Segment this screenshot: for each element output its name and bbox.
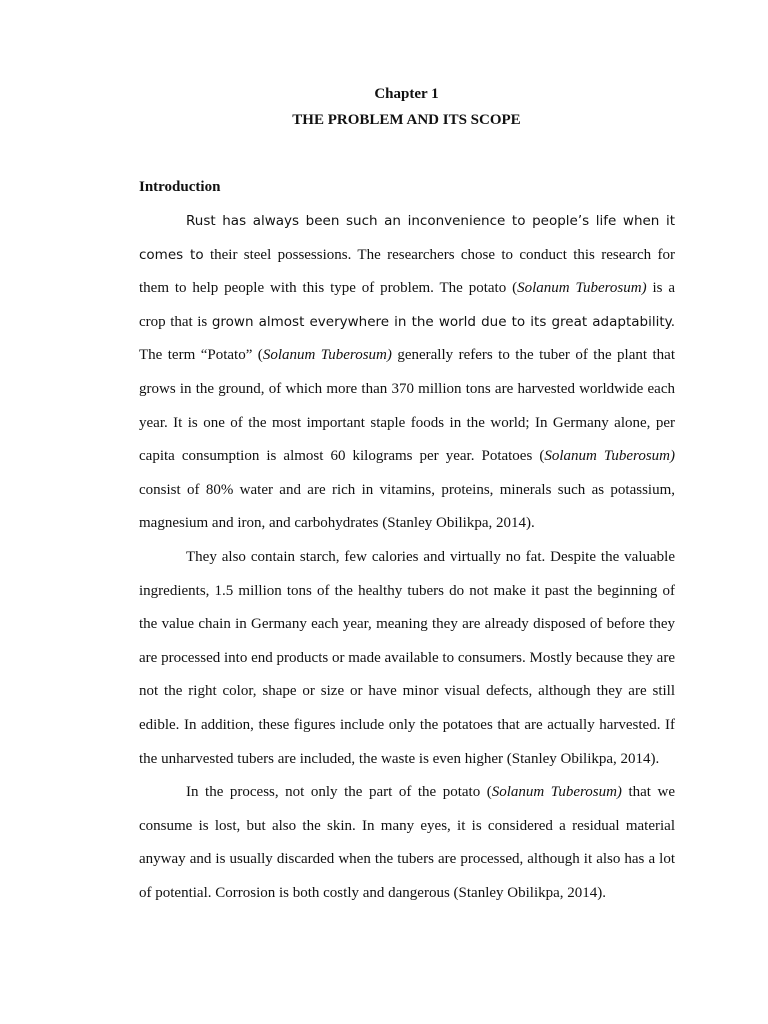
species-name: Solanum Tuberosum) — [491, 784, 622, 801]
species-name: Solanum Tuberosum) — [262, 347, 392, 364]
chapter-title: THE PROBLEM AND ITS SCOPE — [292, 112, 521, 128]
chapter-label: Chapter 1 — [374, 86, 439, 102]
species-name: Solanum Tuberosum) — [517, 280, 647, 297]
paragraph-1 — [139, 205, 675, 541]
text-segment: their steel possessions. The researchers chose to conduct this research for them to help people with this type of problem. The potato ( — [139, 246, 675, 297]
text-segment: is a crop that is — [139, 280, 675, 330]
text-segment: The term “Potato” ( — [139, 347, 263, 364]
text-segment: In the process, not only the part of the potato ( — [186, 784, 492, 801]
text-segment: consist of 80% water and are rich in vitamins, proteins, minerals such as potassium, magnesium and iron, and carbohydrates (Stanley Obilikpa, 2014). — [139, 481, 675, 532]
text-segment: Rust has always been such an inconvenience to people’s life when it comes to — [139, 213, 675, 263]
section-heading: Introduction — [139, 179, 221, 195]
text-segment: generally refers to the tuber of the plant that grows in the ground, of which more than 370 million tons are harvested worldwide each year. It is one of the most important staple foods in the world; In Germany alone, per capita consumption is almost 60 kilograms per year. Potatoes ( — [139, 347, 675, 465]
text-segment: grown almost everywhere in the world due to its great adaptability. — [211, 313, 675, 330]
paragraph-2 — [139, 541, 675, 776]
species-name: Solanum Tuberosum) — [544, 448, 675, 465]
paragraph-3 — [139, 776, 675, 910]
text-segment: that we consume is lost, but also the skin. In many eyes, it is considered a residual material anyway and is usually discarded when the tubers are processed, although it also has a lot of potential. Corrosion is both costly and dangerous (Stanley Obilikpa, 2014). — [139, 784, 676, 901]
body-text — [139, 205, 675, 910]
text-segment: They also contain starch, few calories and virtually no fat. Despite the valuable ingredients, 1.5 million tons of the healthy tubers do not make it past the beginning of the value chain in Germany each year, meaning they are already disposed of before they are processed into end products or made available to consumers. Mostly because they are not the right color, shape or size or have minor visual defects, although they are still edible. In addition, these figures include only the potatoes that are actually harvested. If the unharvested tubers are included, the waste is even higher (Stanley Obilikpa, 2014). — [139, 548, 675, 767]
